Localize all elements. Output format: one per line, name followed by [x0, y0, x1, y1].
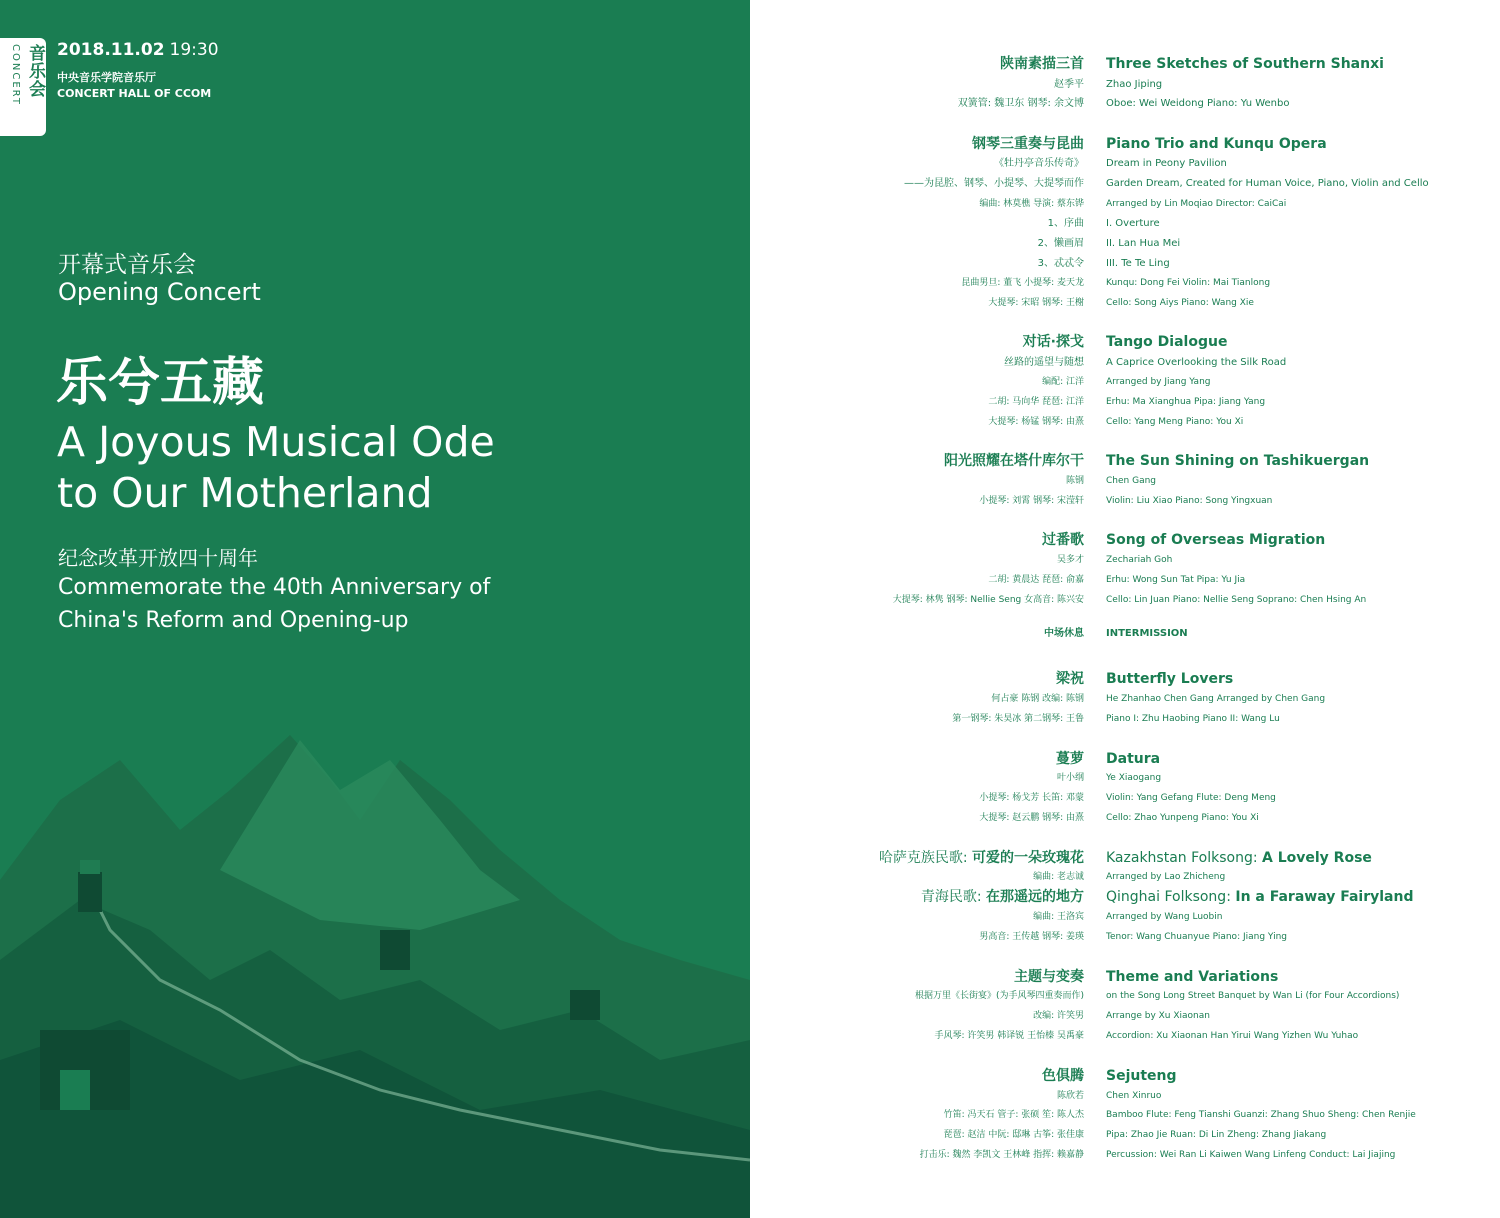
- performers-en: Tenor: Wang Chuanyue Piano: Jiang Ying: [1106, 932, 1287, 942]
- performers-en: Kunqu: Dong Fei Violin: Mai Tianlong: [1106, 278, 1271, 288]
- subtitle-zh: 根据万里《长街宴》(为手风琴四重奏而作): [914, 991, 1084, 1001]
- composer-en: Zechariah Goh: [1106, 555, 1173, 565]
- movement-zh: 1、序曲: [1047, 218, 1084, 229]
- title-en: Sejuteng: [1106, 1068, 1177, 1084]
- arranger-en: Arranged by Wang Luobin: [1106, 912, 1223, 922]
- performers-en: Erhu: Wong Sun Tat Pipa: Yu Jia: [1106, 575, 1246, 585]
- title-en: Three Sketches of Southern Shanxi: [1106, 56, 1384, 72]
- composer-zh: 何占豪 陈钢 改编: 陈钢: [991, 694, 1084, 704]
- performers-zh: 大提琴: 赵云鹏 钢琴: 由熹: [979, 813, 1084, 823]
- title-zh: 梁祝: [1056, 671, 1084, 687]
- title-prefix-zh: 哈萨克族民歌:: [878, 850, 972, 866]
- subtitle-en: A Caprice Overlooking the Silk Road: [1106, 357, 1287, 368]
- arranger-zh: 编曲: 老志诚: [1033, 872, 1084, 882]
- composer-zh: 陈钢: [1065, 476, 1084, 486]
- arranger-zh: 编曲: 王洛宾: [1033, 912, 1084, 922]
- title-prefix-en: Kazakhstan Folksong:: [1106, 850, 1263, 866]
- performers-zh: 手风琴: 许笑男 韩译锐 王怡榛 吴禹豪: [934, 1031, 1084, 1041]
- performers-zh: 双簧管: 魏卫东 钢琴: 余文博: [957, 98, 1084, 109]
- performers-en: Erhu: Ma Xianghua Pipa: Jiang Yang: [1106, 397, 1266, 407]
- title-prefix-en: Qinghai Folksong:: [1106, 889, 1236, 905]
- movement-zh: 2、懒画眉: [1037, 238, 1084, 249]
- arranger-zh: 编配: 江洋: [1042, 377, 1084, 387]
- title-en: Piano Trio and Kunqu Opera: [1106, 136, 1327, 152]
- performers-zh: 二胡: 黄晨达 琵琶: 俞嘉: [988, 575, 1084, 585]
- subtitle-en: on the Song Long Street Banquet by Wan Li (for Four Accordions): [1106, 991, 1400, 1001]
- title-en: In a Faraway Fairyland: [1235, 889, 1414, 905]
- performers-en: Pipa: Zhao Jie Ruan: Di Lin Zheng: Zhang Jiakang: [1106, 1130, 1327, 1140]
- title-en: Tango Dialogue: [1106, 334, 1228, 350]
- title-zh: 在那遥远的地方: [986, 889, 1084, 905]
- composer-en: He Zhanhao Chen Gang Arranged by Chen Gang: [1106, 694, 1326, 704]
- program-panel: [750, 0, 1500, 1218]
- title-zh: 陕南素描三首: [1000, 56, 1084, 72]
- composer-zh: 陈欣若: [1056, 1091, 1084, 1101]
- performers-en: Violin: Yang Gefang Flute: Deng Meng: [1106, 793, 1276, 803]
- main-title-zh: 乐兮五藏: [56, 353, 265, 413]
- subtitle-en: Dream in Peony Pavilion: [1106, 158, 1227, 169]
- performers-zh: 男高音: 王传越 钢琴: 姜瑛: [979, 932, 1084, 942]
- performers-en: Cello: Zhao Yunpeng Piano: You Xi: [1106, 813, 1259, 823]
- opening-title-en: Opening Concert: [58, 278, 261, 306]
- title-en: Butterfly Lovers: [1106, 671, 1234, 687]
- tab-label-en: CONCERT: [10, 44, 21, 106]
- performers-en: Oboe: Wei Weidong Piano: Yu Wenbo: [1106, 98, 1290, 109]
- performers-en: Violin: Liu Xiao Piano: Song Yingxuan: [1106, 496, 1273, 506]
- venue-en: CONCERT HALL OF CCOM: [57, 87, 212, 100]
- performers-zh: 第一钢琴: 朱昊冰 第二钢琴: 王鲁: [952, 714, 1084, 724]
- performers-zh: 打击乐: 魏然 李凯文 王林峰 指挥: 赖嘉静: [919, 1150, 1084, 1160]
- composer-zh: 吴多才: [1056, 555, 1084, 565]
- performers-en: Bamboo Flute: Feng Tianshi Guanzi: Zhang Shuo Sheng: Chen Renjie: [1106, 1110, 1416, 1120]
- performers-zh: 小提琴: 刘霄 钢琴: 宋滢轩: [979, 496, 1084, 506]
- title-prefix-zh: 青海民歌:: [920, 889, 986, 905]
- title-zh: 可爱的一朵玫瑰花: [972, 850, 1084, 866]
- intermission-zh: 中场休息: [1044, 628, 1084, 639]
- subtitle-zh: ——为昆腔、钢琴、小提琴、大提琴而作: [904, 178, 1084, 189]
- title-zh: 对话·探戈: [1022, 334, 1084, 350]
- performers-en: Cello: Lin Juan Piano: Nellie Seng Soprano: Chen Hsing An: [1106, 595, 1367, 605]
- performers-en: Percussion: Wei Ran Li Kaiwen Wang Linfeng Conduct: Lai Jiajing: [1106, 1150, 1396, 1160]
- subtitle-en: Garden Dream, Created for Human Voice, Piano, Violin and Cello: [1106, 178, 1429, 189]
- intermission-en: INTERMISSION: [1106, 628, 1188, 639]
- subtitle-en-line1: Commemorate the 40th Anniversary of: [58, 575, 491, 600]
- performers-zh: 琵琶: 赵洁 中阮: 邸琳 古筝: 张佳康: [943, 1130, 1084, 1140]
- title-zh: 阳光照耀在塔什库尔干: [944, 453, 1084, 469]
- title-zh: 蔓萝: [1056, 751, 1084, 767]
- performers-zh: 二胡: 马向华 琵琶: 江洋: [988, 397, 1084, 407]
- main-title-en-line1: A Joyous Musical Ode: [57, 418, 495, 466]
- title-zh: 钢琴三重奏与昆曲: [972, 136, 1084, 152]
- arranger-en: Arrange by Xu Xiaonan: [1106, 1011, 1210, 1021]
- concert-tab: [0, 38, 46, 136]
- title-zh: 过番歌: [1042, 532, 1084, 548]
- title-en: Theme and Variations: [1106, 969, 1279, 985]
- time-text: 19:30: [169, 40, 219, 60]
- arranger-zh: 改编: 许笑男: [1033, 1011, 1084, 1021]
- performers-en: Cello: Song Aiys Piano: Wang Xie: [1106, 298, 1254, 308]
- subtitle-zh: 丝路的遥望与随想: [1004, 357, 1084, 368]
- title-en: Song of Overseas Migration: [1106, 532, 1326, 548]
- title-en: A Lovely Rose: [1262, 850, 1372, 866]
- movement-en: II. Lan Hua Mei: [1106, 238, 1181, 249]
- composer-zh: 叶小纲: [1056, 773, 1084, 783]
- performers-zh: 竹笛: 冯天石 管子: 张硕 笙: 陈人杰: [943, 1110, 1084, 1120]
- arranger-en: Arranged by Lao Zhicheng: [1106, 872, 1226, 882]
- composer-en: Chen Gang: [1106, 476, 1156, 486]
- tab-label-zh: 音乐会: [25, 44, 45, 98]
- venue-zh: 中央音乐学院音乐厅: [57, 71, 156, 84]
- arranger-en: Arranged by Jiang Yang: [1106, 377, 1211, 387]
- performers-en: Cello: Yang Meng Piano: You Xi: [1106, 417, 1244, 427]
- title-zh: 色俱腾: [1042, 1068, 1084, 1084]
- subtitle-zh: 《牡丹亭音乐传奇》: [994, 158, 1084, 169]
- date-text: 2018.11.02: [57, 40, 165, 60]
- arranger-zh: 编曲: 林莫樵 导演: 蔡东铧: [979, 199, 1084, 209]
- performers-zh: 小提琴: 杨戈芳 长笛: 邓蒙: [979, 793, 1084, 803]
- performers-zh: 昆曲男旦: 董飞 小提琴: 麦天龙: [961, 278, 1084, 288]
- main-title-en-line2: to Our Motherland: [57, 469, 433, 517]
- title-en: Datura: [1106, 751, 1161, 767]
- concert-date: [57, 40, 219, 60]
- movement-zh: 3、忒忒令: [1037, 258, 1084, 269]
- arranger-en: Arranged by Lin Moqiao Director: CaiCai: [1106, 199, 1287, 209]
- composer-zh: 赵季平: [1054, 79, 1084, 90]
- performers-zh: 大提琴: 林隽 钢琴: Nellie Seng 女高音: 陈兴安: [892, 595, 1084, 605]
- composer-en: Chen Xinruo: [1106, 1091, 1162, 1101]
- movement-en: III. Te Te Ling: [1106, 258, 1170, 269]
- title-zh: 主题与变奏: [1014, 969, 1084, 985]
- movement-en: I. Overture: [1106, 218, 1160, 229]
- performers-en: Accordion: Xu Xiaonan Han Yirui Wang Yizhen Wu Yuhao: [1106, 1031, 1359, 1041]
- subtitle-zh: 纪念改革开放四十周年: [58, 546, 258, 570]
- opening-title-zh: 开幕式音乐会: [58, 252, 196, 278]
- performers-zh: 大提琴: 杨锰 钢琴: 由熹: [988, 417, 1084, 427]
- performers-en: Piano I: Zhu Haobing Piano II: Wang Lu: [1106, 714, 1280, 724]
- composer-en: Ye Xiaogang: [1106, 773, 1162, 783]
- title-en: The Sun Shining on Tashikuergan: [1106, 453, 1370, 469]
- composer-en: Zhao Jiping: [1106, 79, 1163, 90]
- performers-zh: 大提琴: 宋昭 钢琴: 王榭: [988, 298, 1084, 308]
- subtitle-en-line2: China's Reform and Opening-up: [58, 608, 409, 633]
